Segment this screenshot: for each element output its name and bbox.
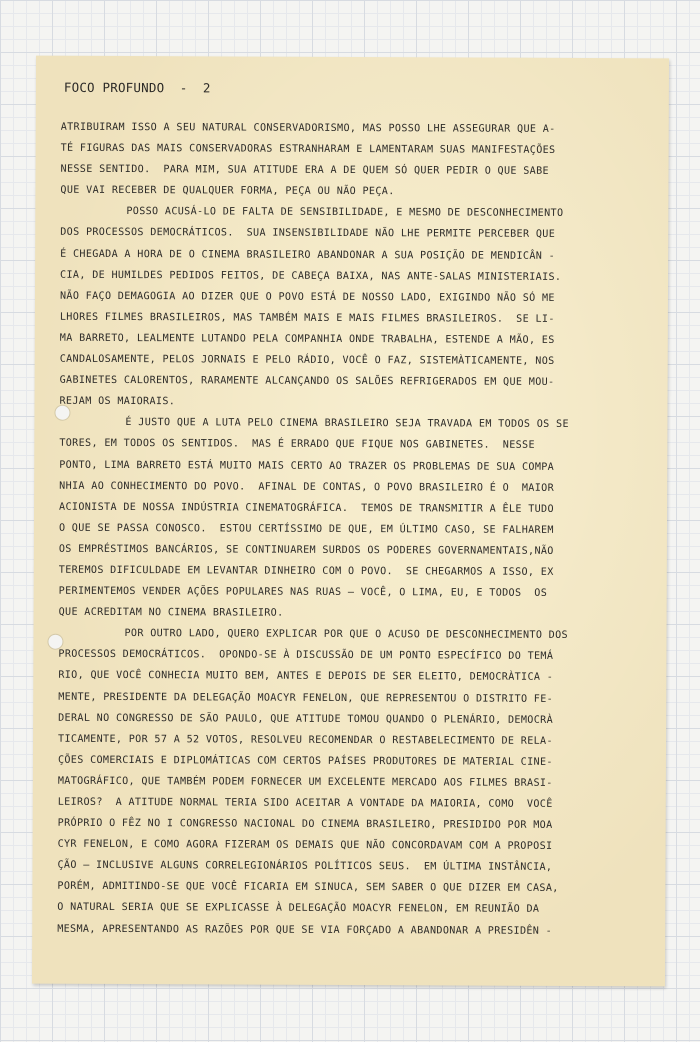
text-line: O NATURAL SERIA QUE SE EXPLICASSE À DELEGAÇÃO MOACYR FENELON, EM REUNIÃO DA bbox=[57, 902, 540, 916]
text-line: O QUE SE PASSA CONOSCO. ESTOU CERTÍSSIMO DE QUE, EM ÚLTIMO CASO, SE FALHAREM bbox=[58, 522, 554, 536]
text-line: PORÉM, ADMITINDO-SE QUE VOCÊ FICARIA EM SINUCA, SEM SABER O QUE DIZER EM CASA, bbox=[57, 881, 559, 895]
page-header: FOCO PROFUNDO - 2 bbox=[63, 79, 211, 96]
text-line: OS EMPRÉSTIMOS BANCÁRIOS, SE CONTINUAREM SURDOS OS PODERES GOVERNAMENTAIS,NÃO bbox=[58, 543, 554, 557]
text-line: REJAM OS MAIORAIS. bbox=[59, 395, 176, 408]
text-line: MA BARRETO, LEALMENTE LUTANDO PELA COMPANHIA ONDE TRABALHA, ESTENDE A MÃO, ES bbox=[59, 332, 555, 346]
text-line: TEREMOS DIFICULDADE EM LEVANTAR DINHEIRO COM O POVO. SE CHEGARMOS A ISSO, EX bbox=[58, 564, 554, 578]
text-line: POR OUTRO LADO, QUERO EXPLICAR POR QUE O ACUSO DE DESCONHECIMENTO DOS bbox=[124, 628, 568, 642]
text-line: GABINETES CALORENTOS, RARAMENTE ALCANÇANDO OS SALÕES REFRIGERADOS EM QUE MOU- bbox=[59, 374, 555, 389]
text-line: LHORES FILMES BRASILEIROS, MAS TAMBÉM MAIS E MAIS FILMES BRASILEIROS. SE LI- bbox=[59, 311, 555, 325]
text-line: CIA, DE HUMILDES PEDIDOS FEITOS, DE CABEÇA BAIXA, NAS ANTE-SALAS MINISTERIAIS. bbox=[60, 269, 562, 283]
text-line: MESMA, APRESENTANDO AS RAZÕES POR QUE SE VIA FORÇADO A ABANDONAR A PRESIDÊN - bbox=[57, 923, 553, 937]
text-line: MATOGRÁFICO, QUE TAMBÉM PODEM FORNECER UM EXCELENTE MERCADO AOS FILMES BRASI- bbox=[57, 775, 553, 789]
text-line: NESSE SENTIDO. PARA MIM, SUA ATITUDE ERA A DE QUEM SÓ QUER PEDIR O QUE SABE bbox=[60, 163, 550, 178]
text-line: PERIMENTEMOS VENDER AÇÕES POPULARES NAS RUAS — VOCÊ, O LIMA, EU, E TODOS OS bbox=[58, 585, 548, 599]
text-line: É CHEGADA A HORA DE O CINEMA BRASILEIRO ABANDONAR A SUA POSIÇÃO DE MENDICÂN - bbox=[60, 248, 556, 262]
typewritten-page bbox=[32, 56, 669, 987]
text-line: ATRIBUIRAM ISSO A SEU NATURAL CONSERVADORISMO, MAS POSSO LHE ASSEGURAR QUE A- bbox=[60, 121, 556, 135]
text-line: PONTO, LIMA BARRETO ESTÁ MUITO MAIS CERTO AO TRAZER OS PROBLEMAS DE SUA COMPA bbox=[59, 459, 555, 473]
text-line: DOS PROCESSOS DEMOCRÁTICOS. SUA INSENSIBILIDADE NÃO LHE PERMITE PERCEBER QUE bbox=[60, 227, 556, 241]
text-line: POSSO ACUSÁ-LO DE FALTA DE SENSIBILIDADE, E MESMO DE DESCONHECIMENTO bbox=[126, 206, 564, 220]
text-line: TICAMENTE, POR 57 A 52 VOTOS, RESOLVEU RECOMENDAR O RESTABELECIMENTO DE RELA- bbox=[58, 733, 553, 747]
text-line: QUE ACREDITAM NO CINEMA BRASILEIRO. bbox=[58, 606, 284, 619]
text-line: PROCESSOS DEMOCRÁTICOS. OPONDO-SE À DISCUSSÃO DE UM PONTO ESPECÍFICO DO TEMÁ bbox=[58, 649, 554, 663]
text-line: PRÓPRIO O FÊZ NO I CONGRESSO NACIONAL DO CINEMA BRASILEIRO, PRESIDIDO POR MOA bbox=[57, 817, 553, 831]
text-line: NÃO FAÇO DEMAGOGIA AO DIZER QUE O POVO ESTÁ DE NOSSO LADO, EXIGINDO NÃO SÓ ME bbox=[59, 290, 555, 304]
text-line: CYR FENELON, E COMO AGORA FIZERAM OS DEMAIS QUE NÃO CONCORDAVAM COM A PROPOSI bbox=[57, 838, 553, 853]
text-line: MENTE, PRESIDENTE DA DELEGAÇÃO MOACYR FENELON, QUE REPRESENTOU O DISTRITO FE- bbox=[58, 691, 554, 705]
page-body bbox=[57, 117, 651, 942]
text-line: QUE VAI RECEBER DE QUALQUER FORMA, PEÇA OU NÃO PEÇA. bbox=[60, 185, 395, 198]
text-line: ACIONISTA DE NOSSA INDÚSTRIA CINEMATOGRÁFICA. TEMOS DE TRANSMITIR A ÊLE TUDO bbox=[59, 501, 554, 515]
text-line: TORES, EM TODOS OS SENTIDOS. MAS É ERRADO QUE FIQUE NOS GABINETES. NESSE bbox=[59, 438, 535, 452]
text-line: NHIA AO CONHECIMENTO DO POVO. AFINAL DE CONTAS, O POVO BRASILEIRO É O MAIOR bbox=[59, 480, 555, 494]
text-line: ÇÃO — INCLUSIVE ALGUNS CORRELEGIONÁRIOS POLÍTICOS SEUS. EM ÚLTIMA INSTÂNCIA, bbox=[57, 860, 553, 874]
text-line: RIO, QUE VOCÊ CONHECIA MUITO BEM, ANTES E DEPOIS DE SER ELEITO, DEMOCRÀTICA - bbox=[58, 670, 554, 684]
text-line: CANDALOSAMENTE, PELOS JORNAIS E PELO RÁDIO, VOCÊ O FAZ, SISTEMÀTICAMENTE, NOS bbox=[59, 353, 555, 367]
text-line: É JUSTO QUE A LUTA PELO CINEMA BRASILEIRO SEJA TRAVADA EM TODOS OS SE bbox=[125, 417, 569, 431]
text-line: ÇÕES COMERCIAIS E DIPLOMÁTICAS COM CERTOS PAÍSES PRODUTORES DE MATERIAL CINE- bbox=[57, 754, 553, 768]
text-line: LEIROS? A ATITUDE NORMAL TERIA SIDO ACEITAR A VONTADE DA MAIORIA, COMO VOCÊ bbox=[57, 796, 553, 810]
text-line: TÉ FIGURAS DAS MAIS CONSERVADORAS ESTRANHARAM E LAMENTARAM SUAS MANIFESTAÇÕES bbox=[60, 142, 556, 156]
text-line: DERAL NO CONGRESSO DE SÃO PAULO, QUE ATITUDE TOMOU QUANDO O PLENÁRIO, DEMOCRÀ bbox=[58, 712, 554, 726]
